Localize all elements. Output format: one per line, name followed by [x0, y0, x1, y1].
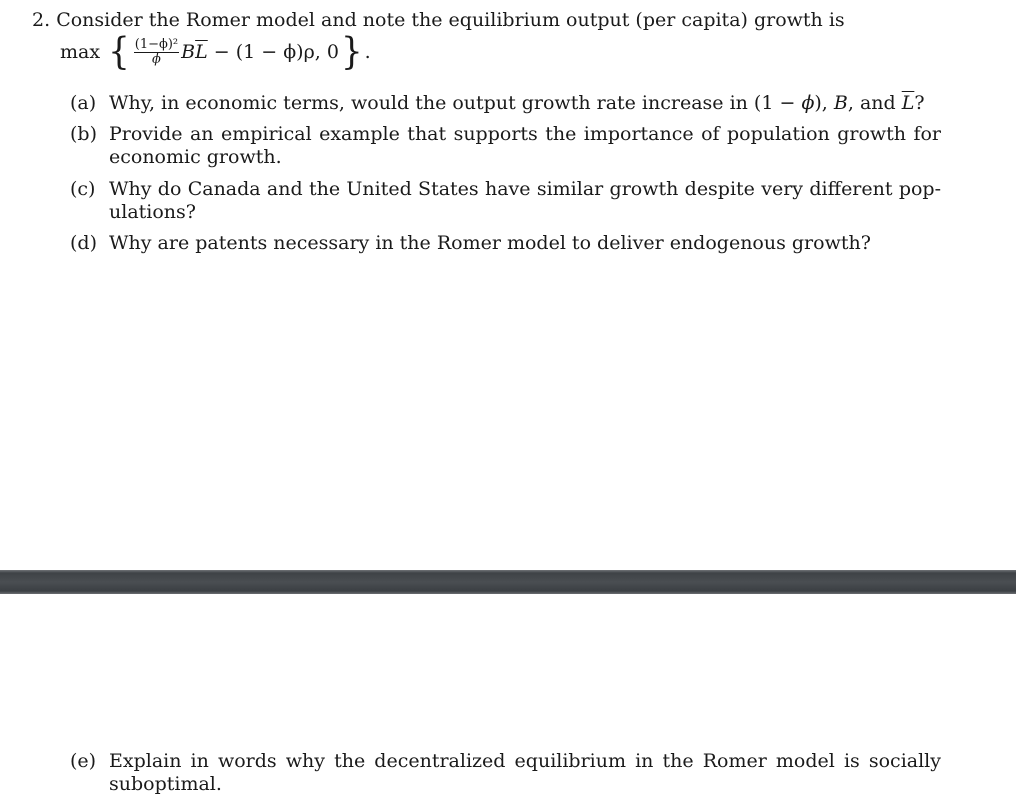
formula-fraction-denominator: ϕ — [152, 51, 161, 67]
formula-max: max — [60, 41, 101, 63]
formula-fraction-numerator: (1−ϕ)² — [134, 36, 179, 52]
document-page-bottom — [0, 594, 1016, 802]
part-a-text-end: ? — [914, 92, 925, 114]
part-a-text — [109, 92, 941, 115]
question-text: Consider the Romer model and note the equilibrium output (per capita) growth is — [56, 9, 845, 31]
formula-period: . — [364, 41, 371, 63]
formula-l-bar: $\overline{L}$ — [195, 41, 208, 63]
part-e-text: Explain in words why the decentralized equilibrium in the Romer model is socially suboptimal. — [109, 750, 941, 795]
part-b-label: (b) — [70, 123, 97, 145]
part-a-text-pre: Why, in economic terms, would the output growth rate increase in (1 − — [109, 92, 802, 114]
part-a-phi: ϕ — [801, 92, 815, 114]
part-a-text-mid: ), — [814, 92, 834, 114]
formula-open-brace: { — [108, 30, 130, 74]
part-b-text: Provide an empirical example that supports the importance of population growth for economic growth. — [109, 123, 941, 168]
growth-formula — [60, 30, 371, 74]
part-a-l-bar: $\overline{L}$ — [901, 92, 915, 114]
question-intro — [32, 8, 845, 32]
formula-fraction — [134, 38, 179, 67]
question-number: 2. — [32, 9, 51, 31]
part-d-text: Why are patents necessary in the Romer model to deliver endogenous growth? — [109, 232, 871, 254]
part-a-label: (a) — [70, 92, 97, 114]
page-divider — [0, 570, 1016, 594]
part-a-b: B — [833, 92, 848, 114]
part-a-text-and: , and — [847, 92, 902, 114]
part-e-label: (e) — [70, 750, 97, 772]
part-c-text: Why do Canada and the United States have similar growth despite very different pop-ulations? — [109, 178, 941, 223]
part-c-label: (c) — [70, 178, 96, 200]
part-d-label: (d) — [70, 232, 97, 254]
formula-rest: − (1 − ϕ)ρ, 0 — [207, 41, 339, 63]
formula-close-brace: } — [340, 30, 363, 74]
formula-b: B — [181, 41, 196, 63]
